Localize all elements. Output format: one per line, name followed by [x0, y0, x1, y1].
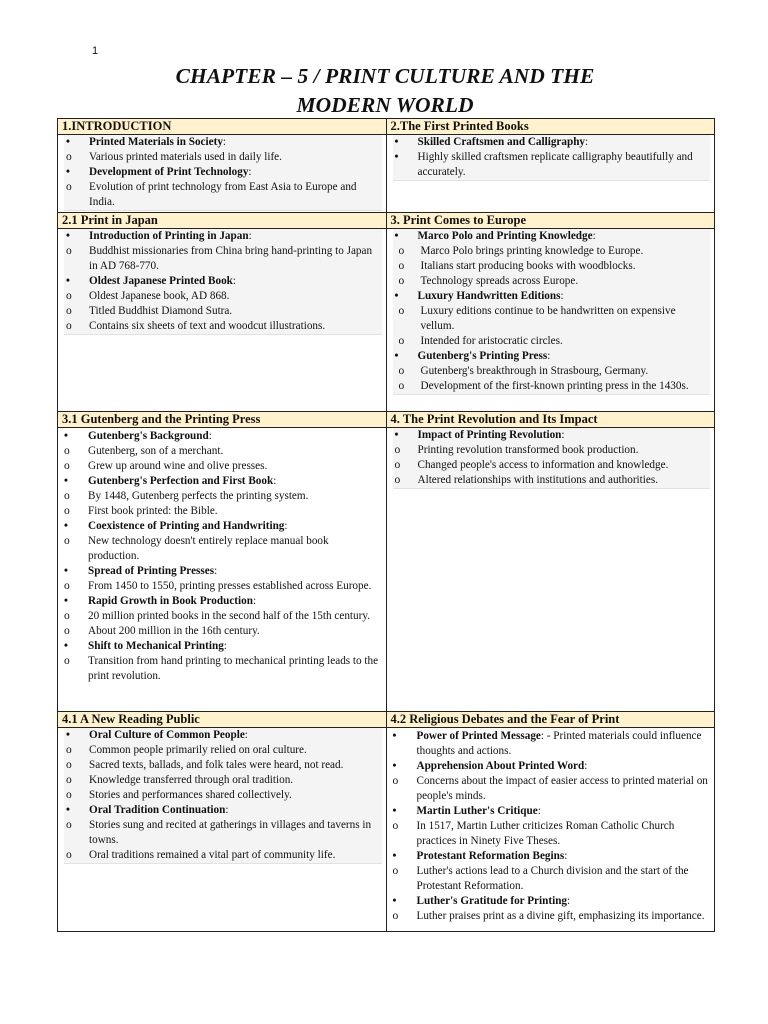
item-separator: :: [244, 729, 248, 741]
page-number: 1: [92, 45, 99, 57]
item-separator: :: [208, 430, 212, 442]
item-keyword: Gutenberg's Perfection and First Book: [88, 475, 274, 487]
sub-item: [393, 244, 711, 259]
item-text: Development of the first-known printing press in the 1430s.: [420, 380, 689, 392]
sub-item: [393, 334, 711, 349]
item-keyword: Shift to Mechanical Printing: [88, 640, 224, 652]
title-line-1: CHAPTER – 5 / PRINT CULTURE AND THE: [175, 64, 595, 88]
item-separator: :: [567, 895, 571, 907]
bullet-item: [393, 349, 711, 364]
sub-item: [393, 304, 711, 334]
cell-gutenberg: [58, 428, 387, 712]
item-separator: :: [273, 475, 277, 487]
item-text: Stories and performances shared collectively.: [89, 789, 292, 801]
bullet-item: [393, 135, 711, 150]
item-keyword: Skilled Craftsmen and Calligraphy: [417, 136, 586, 148]
item-keyword: Rapid Growth in Book Production: [88, 595, 253, 607]
item-text: Knowledge transferred through oral tradition.: [89, 774, 294, 786]
item-keyword: Coexistence of Printing and Handwriting: [88, 520, 285, 532]
item-keyword: Oldest Japanese Printed Book: [89, 275, 233, 287]
bullet-item: [64, 229, 382, 244]
cell-print-revolution: [386, 428, 715, 712]
sub-item: [64, 180, 382, 210]
item-separator: :: [248, 230, 252, 242]
bullet-item: [62, 474, 382, 489]
item-text: Luther praises print as a divine gift, emphasizing its importance.: [416, 910, 705, 922]
item-text: Oldest Japanese book, AD 868.: [89, 290, 230, 302]
sub-item: [393, 473, 711, 488]
item-separator: :: [540, 730, 544, 742]
item-text: By 1448, Gutenberg perfects the printing system.: [88, 490, 309, 502]
item-keyword: Apprehension About Printed Word: [416, 760, 585, 772]
item-text: First book printed: the Bible.: [88, 505, 218, 517]
bullet-item: [64, 135, 382, 150]
sub-item: [391, 774, 711, 804]
item-keyword: Power of Printed Message: [416, 730, 541, 742]
sub-item: [62, 609, 382, 624]
item-separator: :: [225, 804, 229, 816]
sub-item: [62, 654, 382, 684]
list-introduction: [64, 135, 382, 211]
item-text: From 1450 to 1550, printing presses established across Europe.: [88, 580, 372, 592]
item-separator: :: [214, 565, 218, 577]
item-keyword: Luxury Handwritten Editions: [417, 290, 561, 302]
sub-item: [393, 458, 711, 473]
bullet-item: [393, 428, 711, 443]
item-keyword: Oral Tradition Continuation: [89, 804, 226, 816]
heading-gutenberg: 3.1 Gutenberg and the Printing Press: [58, 412, 387, 428]
item-separator: :: [537, 805, 541, 817]
item-separator: :: [584, 760, 588, 772]
item-text: In 1517, Martin Luther criticizes Roman Catholic Church practices in Ninety Five Theses.: [416, 820, 675, 847]
item-separator: :: [222, 136, 227, 148]
bullet-item: [64, 165, 382, 180]
item-text: Intended for aristocratic circles.: [420, 335, 563, 347]
item-separator: :: [585, 136, 589, 148]
item-text: Oral traditions remained a vital part of community life.: [89, 849, 336, 861]
item-text: 20 million printed books in the second half of the 15th century.: [88, 610, 371, 622]
item-text: Buddhist missionaries from China bring hand-printing to Japan in AD 768-770.: [89, 245, 373, 272]
heading-religious-debates: 4.2 Religious Debates and the Fear of Print: [386, 712, 715, 728]
item-keyword: Gutenberg's Printing Press: [417, 350, 548, 362]
bullet-item: [391, 894, 711, 909]
item-separator: :: [252, 595, 257, 607]
heading-print-comes-to-europe: 3. Print Comes to Europe: [386, 213, 715, 229]
item-text: Titled Buddhist Diamond Sutra.: [89, 305, 233, 317]
bullet-item: [391, 759, 711, 774]
item-separator: :: [560, 290, 564, 302]
sub-item: [391, 864, 711, 894]
item-text: Marco Polo brings printing knowledge to Europe.: [420, 245, 644, 257]
item-separator: :: [223, 640, 227, 652]
bullet-item: [62, 564, 382, 579]
sub-item: [64, 788, 382, 803]
list-gutenberg: [58, 428, 386, 685]
bullet-item: [391, 804, 711, 819]
item-separator: :: [564, 850, 568, 862]
item-keyword: Marco Polo and Printing Knowledge: [417, 230, 593, 242]
item-text: - Printed materials could influence thoughts and actions.: [416, 730, 702, 757]
item-text: Sacred texts, ballads, and folk tales were heard, not read.: [89, 759, 344, 771]
sub-item: [64, 818, 382, 848]
item-separator: :: [561, 429, 565, 441]
sub-item: [393, 364, 711, 379]
sub-item: [393, 379, 711, 394]
sub-item: [393, 443, 711, 458]
item-text: Changed people's access to information and knowledge.: [417, 459, 669, 471]
item-keyword: Luther's Gratitude for Printing: [416, 895, 568, 907]
sub-item: [393, 274, 711, 289]
heading-new-reading-public: 4.1 A New Reading Public: [58, 712, 387, 728]
page-title: [60, 62, 710, 120]
list-new-reading-public: [64, 728, 382, 864]
item-text: Grew up around wine and olive presses.: [88, 460, 268, 472]
item-text: Transition from hand printing to mechanical printing leads to the print revolution.: [88, 655, 379, 682]
bullet-item: [393, 289, 711, 304]
cell-first-printed-books: [386, 135, 715, 213]
item-keyword: Spread of Printing Presses: [88, 565, 215, 577]
item-text: Luther's actions lead to a Church division and the start of the Protestant Reformation.: [416, 865, 689, 892]
item-keyword: Martin Luther's Critique: [416, 805, 538, 817]
item-keyword: Development of Print Technology: [89, 166, 249, 178]
bullet-item: [62, 639, 382, 654]
bullet-item: [391, 729, 711, 759]
cell-religious-debates: [386, 728, 715, 932]
item-text: Italians start producing books with woodblocks.: [420, 260, 636, 272]
item-keyword: Protestant Reformation Begins: [416, 850, 565, 862]
sub-item: [393, 259, 711, 274]
list-print-revolution: [393, 428, 711, 489]
title-line-2: MODERN WORLD: [296, 93, 474, 117]
item-separator: :: [592, 230, 596, 242]
bullet-item: [393, 150, 711, 180]
item-separator: :: [284, 520, 288, 532]
cell-new-reading-public: [58, 728, 387, 932]
sub-item: [64, 758, 382, 773]
sub-item: [391, 819, 711, 849]
item-text: Contains six sheets of text and woodcut illustrations.: [89, 320, 326, 332]
notes-table: [57, 118, 715, 932]
list-religious-debates: [387, 728, 715, 925]
item-text: Altered relationships with institutions and authorities.: [417, 474, 658, 486]
item-text: Printing revolution transformed book production.: [417, 444, 639, 456]
sub-item: [62, 444, 382, 459]
item-text: Gutenberg's breakthrough in Strasbourg, Germany.: [420, 365, 649, 377]
bullet-item: [62, 519, 382, 534]
item-keyword: Oral Culture of Common People: [89, 729, 245, 741]
list-first-printed-books: [393, 135, 711, 181]
heading-print-revolution: 4. The Print Revolution and Its Impact: [386, 412, 715, 428]
sub-item: [64, 289, 382, 304]
heading-print-in-japan: 2.1 Print in Japan: [58, 213, 387, 229]
list-print-in-japan: [64, 229, 382, 335]
item-separator: :: [547, 350, 551, 362]
bullet-item: [64, 274, 382, 289]
sub-item: [64, 304, 382, 319]
item-text: Technology spreads across Europe.: [420, 275, 579, 287]
sub-item: [62, 489, 382, 504]
bullet-item: [62, 594, 382, 609]
bullet-item: [393, 229, 711, 244]
heading-introduction: 1.INTRODUCTION: [58, 119, 387, 135]
item-keyword: Printed Materials in Society: [89, 136, 223, 148]
sub-item: [62, 459, 382, 474]
sub-item: [62, 504, 382, 519]
item-keyword: Gutenberg's Background: [88, 430, 209, 442]
bullet-item: [64, 803, 382, 818]
cell-print-comes-to-europe: [386, 229, 715, 412]
bullet-item: [391, 849, 711, 864]
sub-item: [64, 244, 382, 274]
heading-first-printed-books: 2.The First Printed Books: [386, 119, 715, 135]
sub-item: [391, 909, 711, 924]
item-keyword: Impact of Printing Revolution: [417, 429, 562, 441]
item-text: Common people primarily relied on oral culture.: [89, 744, 307, 756]
item-keyword: Introduction of Printing in Japan: [89, 230, 249, 242]
sub-item: [64, 773, 382, 788]
sub-item: [64, 150, 382, 165]
item-separator: :: [248, 166, 252, 178]
item-separator: :: [232, 275, 237, 287]
item-text: Various printed materials used in daily life.: [89, 151, 282, 163]
sub-item: [64, 848, 382, 863]
sub-item: [64, 743, 382, 758]
sub-item: [64, 319, 382, 334]
sub-item: [62, 534, 382, 564]
item-text: New technology doesn't entirely replace manual book production.: [88, 535, 329, 562]
bullet-item: [64, 728, 382, 743]
sub-item: [62, 624, 382, 639]
item-text: Stories sung and recited at gatherings in villages and taverns in towns.: [89, 819, 372, 846]
item-text: Gutenberg, son of a merchant.: [88, 445, 224, 457]
item-text: Evolution of print technology from East Asia to Europe and India.: [89, 181, 357, 208]
sub-item: [62, 579, 382, 594]
item-text: About 200 million in the 16th century.: [88, 625, 260, 637]
bullet-item: [62, 429, 382, 444]
item-text: Luxury editions continue to be handwritten on expensive vellum.: [420, 305, 676, 332]
list-print-comes-to-europe: [393, 229, 711, 395]
item-text: Concerns about the impact of easier access to printed material on people's minds.: [416, 775, 708, 802]
cell-print-in-japan: [58, 229, 387, 412]
item-text: Highly skilled craftsmen replicate calligraphy beautifully and accurately.: [417, 151, 693, 178]
cell-introduction: [58, 135, 387, 213]
